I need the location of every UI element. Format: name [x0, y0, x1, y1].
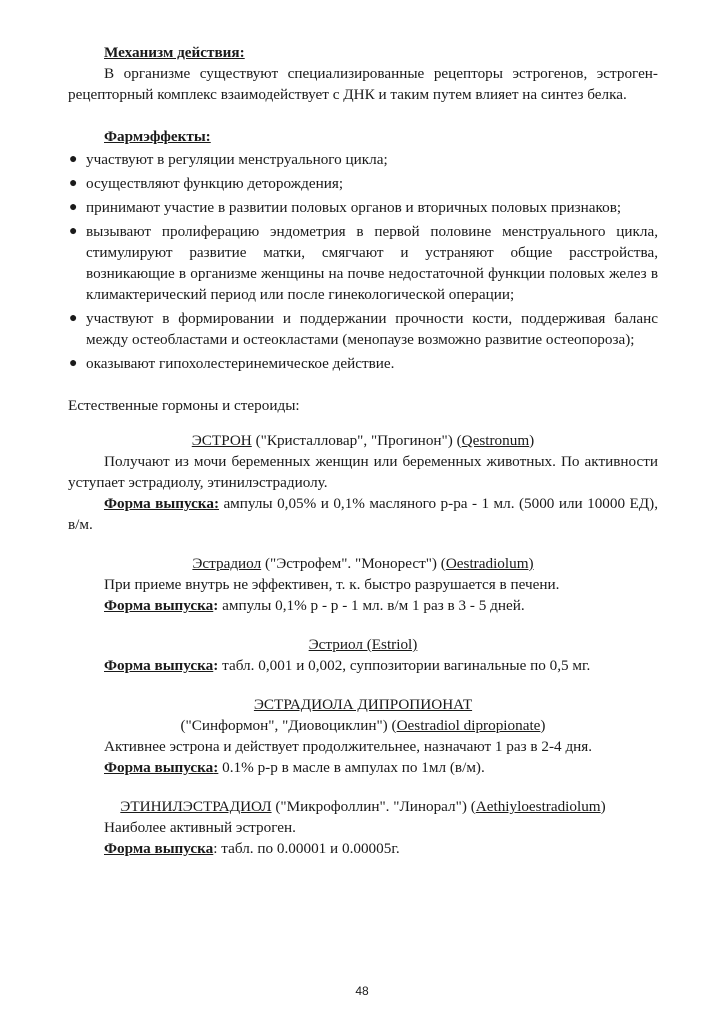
page-number: 48	[355, 984, 369, 998]
list-item: ● осуществляют функцию деторождения;	[69, 175, 344, 192]
estron-description: Получают из мочи беременных женщин или беременных животных. По активности уступает эстрадиолу, этинилэстрадиолу.	[68, 453, 658, 491]
bullet-icon: ●	[69, 311, 78, 326]
dipropionate-description: Активнее эстрона и действует продолжительнее, назначают 1 раз в 2-4 дня.	[104, 738, 593, 755]
ethinyl-title: ЭТИНИЛЭСТРАДИОЛ ("Микрофоллин". "Линорал") (Aethiyloestradiolum)	[120, 798, 606, 815]
mechanism-text: В организме существуют специализированные рецепторы эстрогенов, эстроген-рецепторный комплекс взаимодействует с ДНК и таким путем влияет на синтез белка.	[68, 65, 658, 103]
ethinyl-form: Форма выпуска: табл. по 0.00001 и 0.00005г.	[104, 840, 400, 857]
ethinyl-description: Наиболее активный эстроген.	[104, 819, 296, 836]
bullet-icon: ●	[69, 224, 78, 239]
list-item: ● участвуют в регуляции менструального цикла;	[69, 151, 388, 168]
list-item: ● оказывают гипохолестеринемическое действие.	[69, 355, 395, 372]
list-item: ● вызывают пролиферацию эндометрия в первой половине менструального цикла, стимулируют развитие матки, смягчают и устраняют общие расстройства, возникающие в организме женщины на почве недостаточной функции половых желез в климактерический период или после гинекологической операции;	[69, 223, 658, 303]
bullet-icon: ●	[69, 152, 78, 167]
estradiol-description: При приеме внутрь не эффективен, т. к. быстро разрушается в печени.	[104, 576, 560, 593]
estradiol-form: Форма выпуска: ампулы 0,1% р - р - 1 мл. в/м 1 раз в 3 - 5 дней.	[104, 597, 525, 614]
effects-list	[68, 149, 658, 374]
estron-title: ЭСТРОН ("Кристалловар", "Прогинон") (Qestronum)	[191, 432, 535, 449]
mechanism-heading: Механизм действия:	[104, 44, 245, 61]
list-item: ● участвуют в формировании и поддержании прочности кости, поддерживая баланс между остеобластами и остеокластами (менопаузе возможно развитие остеопороза);	[69, 310, 658, 348]
bullet-icon: ●	[69, 176, 78, 191]
dipropionate-title: ЭСТРАДИОЛА ДИПРОПИОНАТ	[253, 696, 473, 713]
bullet-icon: ●	[69, 356, 78, 371]
natural-hormones-intro: Естественные гормоны и стероиды:	[68, 397, 300, 414]
dipropionate-form: Форма выпуска: 0.1% р-р в масле в ампулах по 1мл (в/м).	[104, 759, 485, 776]
effects-heading: Фармэффекты:	[104, 128, 211, 145]
estriol-form: Форма выпуска: табл. 0,001 и 0,002, суппозитории вагинальные по 0,5 мг.	[104, 657, 591, 674]
list-item: ● принимают участие в развитии половых органов и вторичных половых признаков;	[69, 199, 622, 216]
estriol-title: Эстриол (Estriol)	[308, 636, 418, 653]
estron-form: Форма выпуска: ампулы 0,05% и 0,1% масляного р-ра - 1 мл. (5000 или 10000 ЕД), в/м.	[68, 495, 658, 533]
dipropionate-trade-names: ("Синформон", "Диовоциклин") (Oestradiol dipropionate)	[180, 717, 546, 734]
page-content	[68, 42, 658, 859]
bullet-icon: ●	[69, 200, 78, 215]
estradiol-title: Эстрадиол ("Эстрофем". "Монорест") (Oestradiolum)	[192, 555, 534, 572]
